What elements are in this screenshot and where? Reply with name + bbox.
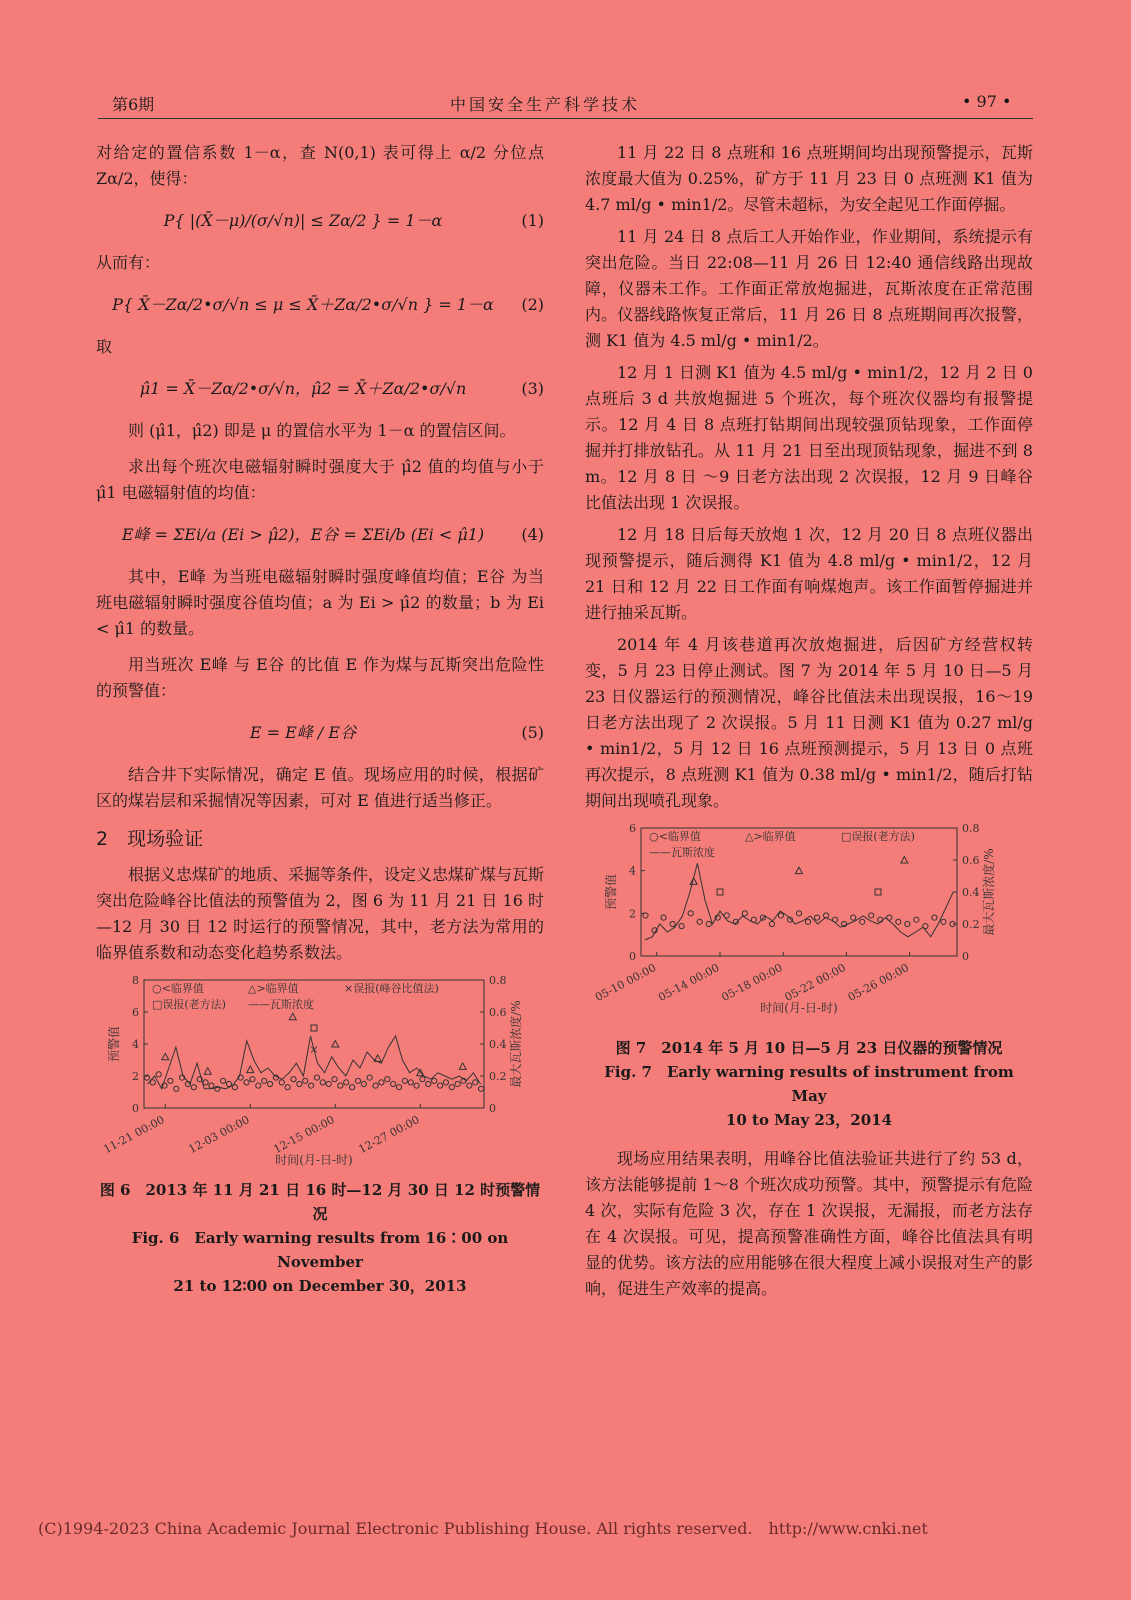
paragraph: 从而有： [96,253,161,272]
data-point-circle [391,1081,396,1086]
page-number: • 97 • [962,92,1012,111]
paragraph: 现场应用结果表明，用峰谷比值法验证共进行了约 53 d，该方法能够提前 1～8 个班次成功预警。其中，预警提示有危险 4 次，实际有危险 3 次，存在 1 次误报，无漏报，而老方法存在 4 次误报。可见，提高预警准确性方面，峰谷比值法具有明显的优势。该方法的应用能够在很大程度上减小误报对生产的影响，促进生产效率的提高。 [585,1149,1034,1298]
y2-tick-label: 0.4 [489,1038,507,1051]
paragraph: 则 (μ̂1，μ̂2) 即是 μ 的置信水平为 1－α 的置信区间。 [128,421,516,440]
x-tick-label: 11-21 00:00 [101,1113,167,1157]
issue-number: 第6期 [112,95,155,114]
formula: P{ |(X̄－μ)/(σ/√n)| ≤ Zα/2 } = 1－α [163,211,443,230]
data-point-circle [643,913,648,918]
data-point-circle [344,1080,349,1085]
data-point-circle [379,1080,384,1085]
paragraph: 12 月 1 日测 K1 值为 4.5 ml/g • min1/2，12 月 2 日 0 点班后 3 d 共放炮掘进 5 个班次，每个班次仪器均有报警提示。12 月 4 日 8 点班打钻期间出现较强顶钻现象，工作面停掘并打排放钻孔。从 11 月 21 日至出现顶钻现象，掘进不到 8 m。12 月 8 日 ～9 日老方法出现 2 次误报，12 月 9 日峰谷比值法出现 1 次误报。 [585,363,1033,512]
legend-entry: □误报(老方法) [841,830,915,843]
data-point-circle [350,1085,355,1090]
x-tick-label: 12-03 00:00 [186,1113,252,1157]
legend-entry: ——瓦斯浓度 [248,998,314,1011]
formula: E = E峰 / E谷 [249,723,357,742]
y-tick-label: 0 [132,1102,139,1115]
paragraph: 用当班次 E峰 与 E谷 的比值 E 作为煤与瓦斯突出危险性的预警值： [96,655,544,700]
formula: P{ X̄－Zα/2•σ/√n ≤ μ ≤ X̄＋Zα/2•σ/√n } = 1－α [112,295,494,314]
data-point-triangle [459,1063,466,1070]
data-point-circle [670,921,675,926]
data-point-circle [823,913,828,918]
data-point-triangle [247,1066,254,1073]
y2-axis-label: 最大瓦斯浓度/% [982,848,996,936]
data-point-circle [408,1080,413,1085]
data-point-circle [697,919,702,924]
data-point-circle [688,911,693,916]
data-point-circle [443,1080,448,1085]
figure-6-caption-en: 21 to 12∶00 on December 30，2013 [173,1277,467,1295]
formula: μ̂1 = X̄－Zα/2•σ/√n，μ̂2 = X̄＋Zα/2•σ/√n [139,379,467,398]
data-point-triangle [162,1053,169,1060]
paragraph: 11 月 24 日 8 点后工人开始作业，作业期间，系统提示有突出危险。当日 22:08—11 月 26 日 12:40 通信线路出现故障，仪器未工作。工作面正常放炮掘进，瓦斯浓度在正常范围内。仪器线路恢复正常后，11 月 26 日 8 点班期间再次报警，测 K1 值为 4.5 ml/g • min1/2。 [585,227,1033,350]
gas-concentration-line [645,863,953,940]
data-point-triangle [332,1041,339,1048]
figure-7-caption-en: Fig. 7 Early warning results of instrument from May [604,1063,1014,1105]
legend-entry: ○<临界值 [152,982,204,995]
equation-5 [96,706,544,760]
x-axis-label: 时间(月-日-时) [760,1001,838,1015]
y2-tick-label: 0 [962,950,969,963]
data-point-circle [706,921,711,926]
data-point-circle [168,1078,173,1083]
equation-number: (1) [521,211,544,230]
y-axis-label: 预警值 [107,1025,121,1063]
right-column [585,140,1033,1302]
x-tick-label: 05-22 00:00 [782,961,848,1005]
data-point-circle [860,919,865,924]
paragraph: 其中，E峰 为当班电磁辐射瞬时强度峰值均值；E谷 为当班电磁辐射瞬时强度谷值均值；a 为 Ei > μ̂2 的数量；b 为 Ei < μ̂1 的数量。 [96,567,544,638]
data-point-circle [314,1075,319,1080]
data-point-circle [361,1081,366,1086]
data-point-circle [156,1072,161,1077]
equation-number: (5) [521,723,544,742]
data-point-triangle [204,1068,211,1075]
data-point-circle [426,1081,431,1086]
data-point-circle [478,1086,483,1091]
data-point-circle [297,1081,302,1086]
data-point-x: × [309,1042,319,1056]
data-point-circle [367,1075,372,1080]
data-point-circle [250,1077,255,1082]
data-point-circle [467,1083,472,1088]
paragraph: 根据义忠煤矿的地质、采掘等条件，设定义忠煤矿煤与瓦斯突出危险峰谷比值法的预警值为 2，图 6 为 11 月 21 日 16 时—12 月 30 日 12 时运行的预警情况，其中，老方法为常用的临界值系数和动态变化趋势系数法。 [96,865,545,962]
equation-4 [96,508,544,562]
data-point-circle [326,1081,331,1086]
data-point-circle [174,1086,179,1091]
legend-entry: △>临界值 [248,982,299,995]
data-point-circle [209,1083,214,1088]
figure-7-caption-cn: 图 7 2014 年 5 月 10 日—5 月 23 日仪器的预警情况 [615,1039,1003,1057]
x-tick-label: 12-15 00:00 [271,1113,337,1157]
data-point-circle [414,1083,419,1088]
data-point-circle [679,924,684,929]
x-axis-label: 时间(月-日-时) [275,1153,353,1167]
y-tick-label: 2 [629,907,636,921]
y-tick-label: 4 [629,864,636,878]
legend-entry: ○<临界值 [649,830,701,843]
data-point-circle [332,1077,337,1082]
figure-6-chart [96,974,544,1174]
equation-1 [96,194,544,248]
header-rule [98,118,1033,119]
data-point-circle [869,913,874,918]
data-point-circle [244,1080,249,1085]
legend-entry: □误报(老方法) [152,998,226,1011]
y2-tick-label: 0.6 [489,1006,507,1019]
data-point-circle [661,915,666,920]
data-point-circle [455,1081,460,1086]
equation-3 [96,362,544,416]
figure-7-chart [585,822,1033,1032]
section-heading: 2 现场验证 [96,828,204,850]
x-tick-label: 05-18 00:00 [719,961,785,1005]
data-point-circle [203,1080,208,1085]
data-point-circle [262,1078,267,1083]
data-point-circle [285,1085,290,1090]
data-point-circle [796,911,801,916]
data-point-triangle [901,857,908,864]
data-point-circle [449,1085,454,1090]
y-tick-label: 6 [132,1006,139,1019]
x-tick-label: 05-26 00:00 [845,961,912,1005]
data-point-circle [385,1077,390,1082]
data-point-circle [814,915,819,920]
y-tick-label: 2 [132,1070,139,1083]
data-point-square [717,889,723,895]
data-point-circle [896,919,901,924]
y2-tick-label: 0.6 [962,854,980,867]
data-point-circle [851,915,856,920]
paragraph: 取 [96,337,113,356]
data-point-square [875,889,881,895]
y2-tick-label: 0 [489,1102,496,1115]
y-tick-label: 4 [132,1038,139,1051]
data-point-circle [905,921,910,926]
y2-tick-label: 0.2 [962,918,980,931]
equation-number: (3) [521,379,544,398]
data-point-circle [373,1083,378,1088]
paragraph: 12 月 18 日后每天放炮 1 次，12 月 20 日 8 点班仪器出现预警提示，随后测得 K1 值为 4.8 ml/g • min1/2，12 月 21 日和 12 月 22 日工作面有响煤炮声。该工作面暂停掘进并进行抽采瓦斯。 [585,525,1033,622]
data-point-circle [437,1083,442,1088]
data-point-circle [308,1083,313,1088]
data-point-circle [303,1078,308,1083]
paragraph: 求出每个班次电磁辐射瞬时强度大于 μ̂2 值的均值与小于 μ̂1 电磁辐射值的均值： [96,457,544,502]
figure-7-caption-en: 10 to May 23，2014 [725,1111,893,1129]
left-column [96,140,544,1298]
data-point-circle [805,919,810,924]
y-tick-label: 0 [629,950,636,963]
data-point-circle [769,921,774,926]
paragraph: 结合井下实际情况，确定 E 值。现场应用的时候，根据矿区的煤岩层和采掘情况等因素，可对 E 值进行适当修正。 [96,765,544,810]
equation-2 [96,278,544,332]
paragraph: 对给定的置信系数 1－α，查 N(0,1) 表可得上 α/2 分位点 Zα/2，使得： [96,143,544,188]
y2-tick-label: 0.8 [489,974,507,987]
x-tick-label: 05-14 00:00 [656,961,722,1005]
data-point-circle [221,1078,226,1083]
y2-axis-label: 最大瓦斯浓度/% [509,1000,523,1088]
data-point-circle [432,1078,437,1083]
data-point-circle [338,1083,343,1088]
formula: E峰 = ΣEi/a (Ei > μ̂2)，E谷 = ΣEi/b (Ei < μ̂1) [121,525,485,544]
legend-entry: ×误报(峰谷比值法) [344,982,439,995]
data-point-circle [402,1078,407,1083]
y-tick-label: 6 [629,822,636,835]
data-point-circle [256,1083,261,1088]
data-point-circle [355,1078,360,1083]
data-point-triangle [289,1013,296,1020]
y-tick-label: 8 [132,974,139,987]
data-point-circle [291,1077,296,1082]
data-point-circle [941,919,946,924]
paragraph: 11 月 22 日 8 点班和 16 点班期间均出现预警提示，瓦斯浓度最大值为 0.25%，矿方于 11 月 23 日 0 点班测 K1 值为 4.7 ml/g • min1/2。尽管未超标，为安全起见工作面停掘。 [585,143,1033,214]
data-point-circle [191,1085,196,1090]
data-point-circle [396,1085,401,1090]
legend-entry: ——瓦斯浓度 [649,846,715,859]
journal-title: 中国安全生产科学技术 [450,95,641,114]
data-point-circle [267,1081,272,1086]
data-point-circle [932,915,937,920]
copyright-footer: (C)1994-2023 China Academic Journal Electronic Publishing House. All rights reserved. http://www.cnki.net [38,1519,928,1538]
data-point-circle [279,1080,284,1085]
legend-entry: △>临界值 [745,830,796,843]
y2-tick-label: 0.8 [962,822,980,835]
x-tick-label: 12-27 00:00 [356,1113,422,1157]
x-tick-label: 05-10 00:00 [593,961,659,1005]
data-point-circle [473,1080,478,1085]
y2-tick-label: 0.4 [962,886,980,899]
data-point-triangle [796,867,803,874]
data-point-circle [320,1080,325,1085]
equation-number: (2) [521,295,544,314]
data-point-circle [914,917,919,922]
paragraph: 2014 年 4 月该巷道再次放炮掘进，后因矿方经营权转变，5 月 23 日停止测试。图 7 为 2014 年 5 月 10 日—5 月 23 日仪器运行的预测情况，峰谷比值法未出现误报，16～19 日老方法出现了 2 次误报。5 月 11 日测 K1 值为 0.27 ml/g • min1/2，5 月 12 日 16 点班预测提示，5 月 13 日 0 点班再次提示，8 点班测 K1 值为 0.38 ml/g • min1/2，随后打钻期间出现喷孔现象。 [585,635,1033,810]
y-axis-label: 预警值 [604,873,618,911]
data-point-square [311,1025,317,1031]
data-point-circle [778,913,783,918]
equation-number: (4) [521,525,544,544]
figure-6-caption-en: Fig. 6 Early warning results from 16∶00 on November [131,1229,509,1271]
data-point-circle [742,911,747,916]
figure-6-caption-cn: 图 6 2013 年 11 月 21 日 16 时—12 月 30 日 12 时预警情况 [99,1181,541,1223]
data-point-circle [420,1077,425,1082]
y2-tick-label: 0.2 [489,1070,507,1083]
